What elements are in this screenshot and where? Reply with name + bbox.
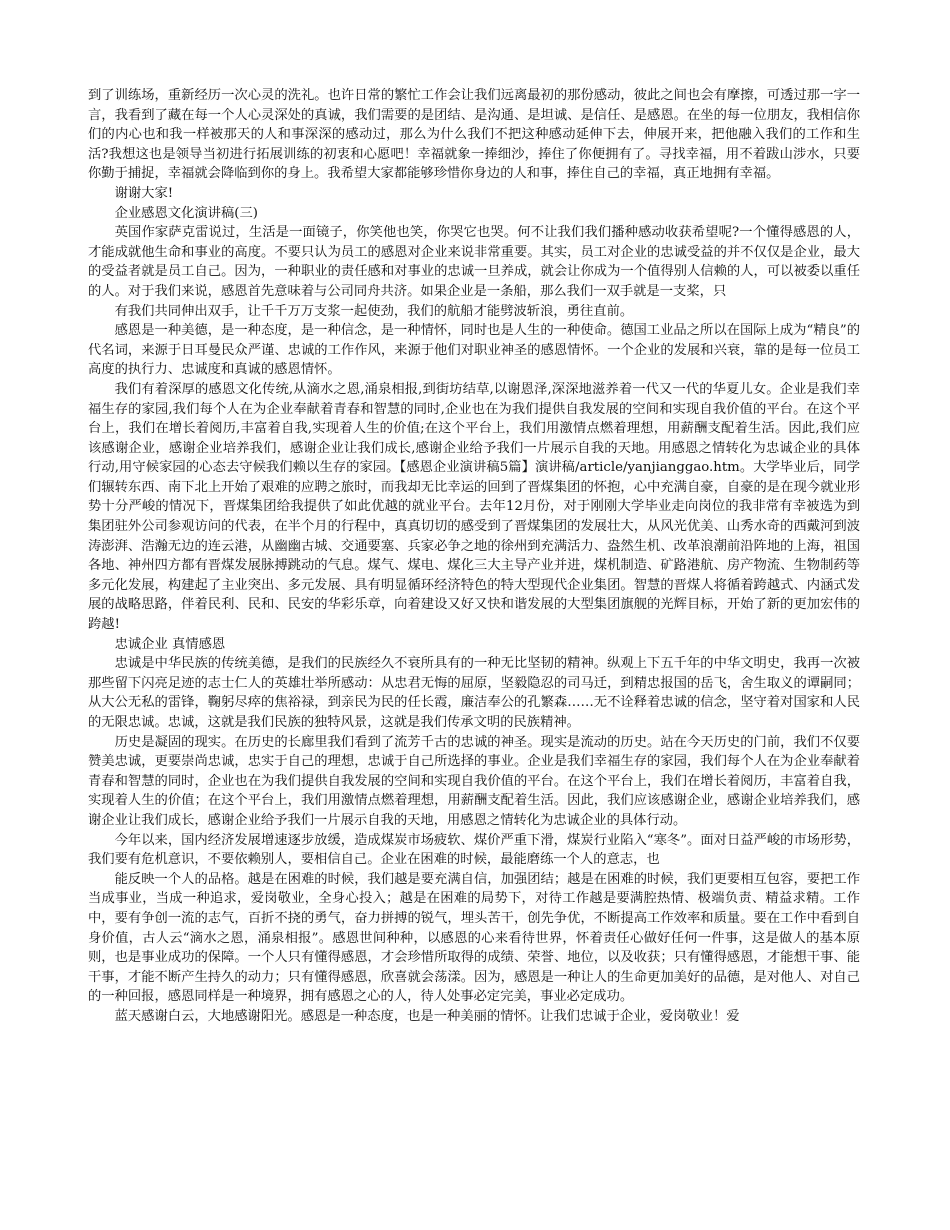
- paragraph-character: 能反映一个人的品格。越是在困难的时候，我们越是要充满自信，加强团结；越是在困难的时候，我们更要相互包容，要把工作当成事业，当成一种追求，爱岗敬业，全身心投入；越是在困难的局势下，对待工作越是要满腔热情、极端负责、精益求精。工作中，要有争创一流的志气，百折不挠的勇气，奋力拼搏的锐气，埋头苦干，创先争优，不断提高工作效率和质量。要在工作中看到自身价值，古人云“滴水之恩，涌泉相报”。感恩世间种种，以感恩的心来看待世界，怀着责任心做好任何一件事，这是做人的基本原则，也是事业成功的保障。一个人只有懂得感恩，才会珍惜所取得的成绩、荣誉、地位，以及收获；只有懂得感恩，才能想干事、能干事，才能不断产生持久的动力；只有懂得感恩，欣喜就会荡漾。因为，感恩是一种让人的生命更加美好的品德，是对他人、对自己的一种回报，感恩同样是一种境界，拥有感恩之心的人，待人处事必定完美，事业必定成功。: [88, 871, 860, 1005]
- paragraph-oars: 有我们共同伸出双手，让千千万万支浆一起使劲，我们的航船才能劈波斩浪，勇往直前。: [114, 303, 634, 319]
- paragraph-history: 历史是凝固的现实。在历史的长廊里我们看到了流芳千古的忠诚的神圣。现实是流动的历史。站在今天历史的门前，我们不仅要赞美忠诚，更要崇尚忠诚，忠实于自己的理想，忠诚于自己所选择的事业。企业是我们幸福生存的家园，我们每个人在为企业奉献着青春和智慧的同时，企业也在为我们提供自我发展的空间和实现自我价值的平台。在这个平台上，我们在增长着阅历，丰富着自我，实现着人生的价值；在这个平台上，我们用激情点燃着理想，用薪酬支配着生活。因此，我们应该感谢企业，感谢企业培养我们，感谢企业让我们成长，感谢企业给予我们一片展示自我的天地，用感恩之情转化为忠诚企业的具体行动。: [88, 734, 860, 828]
- paragraph-economy: 今年以来，国内经济发展增速逐步放缓，造成煤炭市场疲软、煤价严重下滑，煤炭行业陷入“寒冬”。面对日益严峻的市场形势，我们要有危机意识，不要依赖别人，要相信自己。企业在困难的时候，最能磨练一个人的意志，也: [88, 832, 860, 868]
- section-heading-speech-3: 企业感恩文化演讲稿(三): [114, 205, 258, 221]
- paragraph-closing: 蓝天感谢白云，大地感谢阳光。感恩是一种态度，也是一种美丽的情怀。让我们忠诚于企业，爱岗敬业！爱: [114, 1008, 740, 1024]
- paragraph-loyalty: 忠诚是中华民族的传统美德，是我们的民族经久不衰所具有的一种无比坚韧的精神。纵观上下五千年的中华文明史，我再一次被那些留下闪亮足迹的志士仁人的英雄壮举所感动：从忠君无悔的屈原，坚毅隐忍的司马迁，到精忠报国的岳飞，舍生取义的谭嗣同；从大公无私的雷锋，鞠躬尽瘁的焦裕禄，到亲民为民的任长霞，廉洁奉公的孔繁森……无不诠释着忠诚的信念，坚守着对国家和人民的无限忠诚。忠诚，这就是我们民族的独特风景，这就是我们传承文明的民族精神。: [88, 656, 860, 730]
- section-heading-loyalty: 忠诚企业 真情感恩: [114, 636, 226, 652]
- paragraph-thanks: 谢谢大家!: [114, 185, 174, 201]
- document-page: [88, 86, 860, 1027]
- paragraph-virtue: 感恩是一种美德，是一种态度，是一种信念，是一种情怀，同时也是人生的一种使命。德国工业品之所以在国际上成为“精良”的代名词，来源于日耳曼民众严谨、忠诚的工作作风，来源于他们对职业神圣的感恩情怀。一个企业的发展和兴衰，靠的是每一位员工高度的执行力、忠诚度和真诚的感恩情怀。: [88, 323, 860, 378]
- paragraph-mirror: 英国作家萨克雷说过，生活是一面镜子，你笑他也笑，你哭它也哭。何不让我们我们播种感动收获希望呢?一个懂得感恩的人，才能成就他生命和事业的高度。不要只认为员工的感恩对企业来说非常重要。其实，员工对企业的忠诚受益的并不仅仅是企业，最大的受益者就是员工自己。因为，一种职业的责任感和对事业的忠诚一旦养成，就会让你成为一个值得别人信赖的人，可以被委以重任的人。对于我们来说，感恩首先意味着与公司同舟共济。如果企业是一条船，那么我们一双手就是一支桨，只: [88, 225, 860, 299]
- paragraph-tradition: 我们有着深厚的感恩文化传统,从滴水之恩,涌泉相报,到街坊结草,以谢恩泽,深深地滋养着一代又一代的华夏儿女。企业是我们幸福生存的家园,我们每个人在为企业奉献着青春和智慧的同时,企业也在为我们提供自我发展的空间和实现自我价值的平台。在这个平台上，我们在增长着阅历,丰富着自我,实现着人生的价值;在这个平台上，我们用激情点燃着理想，用薪酬支配着生活。因此,我们应该感谢企业，感谢企业培养我们，感谢企业让我们成长,感谢企业给予我们一片展示自我的天地。用感恩之情转化为忠诚企业的具体行动,用守候家园的心态去守候我们赖以生存的家园。【感恩企业演讲稿5篇】演讲稿/article/yanjianggao.htm。大学毕业后，同学们辗转东西、南下北上开始了艰难的应聘之旅时，而我却无比幸运的回到了晋煤集团的怀抱，心中充满自豪，自豪的是在现今就业形势十分严峻的情况下，晋煤集团给我提供了如此优越的就业平台。去年12月份，对于刚刚大学毕业走向岗位的我非常有幸被选为到集团驻外公司参观访问的代表，在半个月的行程中，真真切切的感受到了晋煤集团的发展壮大，从风光优美、山秀水奇的西戴河到波涛澎湃、浩瀚无边的连云港，从幽幽古城、交通要塞、兵家必争之地的徐州到充满活力、盎然生机、改革浪潮前沿阵地的上海，祖国各地、神州四方都有晋煤发展脉搏跳动的气息。煤气、煤电、煤化三大主导产业并进，煤机制造、矿路港航、房产物流、生物制药等多元化发展，构建起了主业突出、多元发展、具有明显循环经济特色的特大型现代企业集团。智慧的晋煤人将循着跨越式、内涵式发展的战略思路，伴着民利、民和、民安的华彩乐章，向着建设又好又快和谐发展的大型集团旗舰的光辉目标，开始了新的更加宏伟的跨越!: [88, 381, 860, 633]
- paragraph-1: 到了训练场，重新经历一次心灵的洗礼。也许日常的繁忙工作会让我们远离最初的那份感动，彼此之间也会有摩擦，可透过那一字一言，我看到了藏在每一个人心灵深处的真诚，我们需要的是团结、是沟通、是坦诚、是信任、是感恩。在坐的每一位朋友，我相信你们的内心也和我一样被那天的人和事深深的感动过，那么为什么我们不把这种感动延伸下去，伸展开来，把他融入我们的工作和生活?我想这也是领导当初进行拓展训练的初衷和心愿吧！幸福就象一捧细沙，捧住了你便拥有了。寻找幸福，用不着跋山涉水，只要你勤于捕捉，幸福就会降临到你的身上。我希望大家都能够珍惜你身边的人和事，捧住自己的幸福，真正地拥有幸福。: [88, 88, 860, 182]
